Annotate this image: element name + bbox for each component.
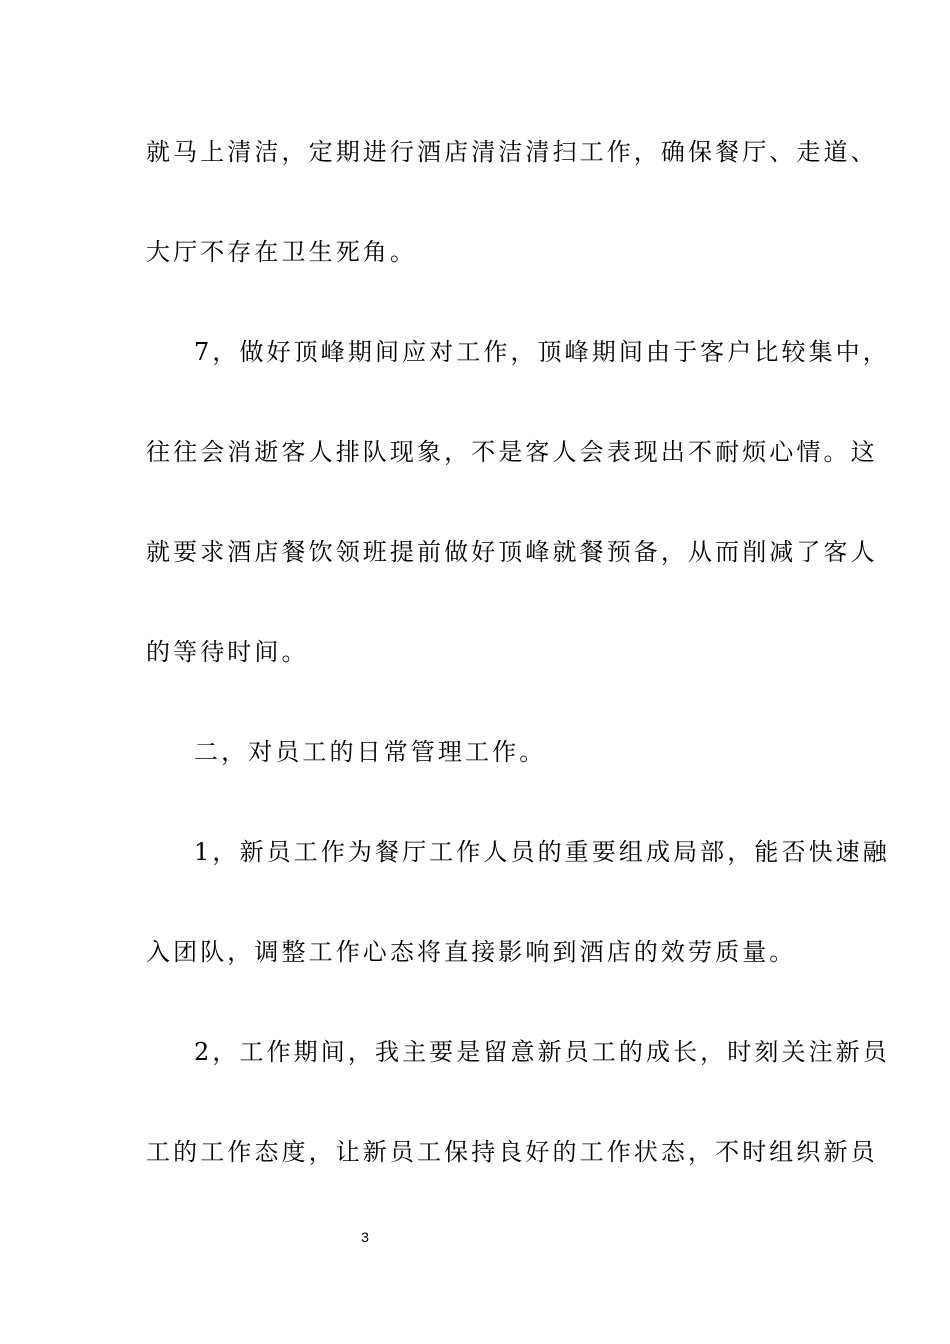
paragraph-line: 7，做好顶峰期间应对工作，顶峰期间由于客户比较集中， [194, 338, 890, 366]
text-line: 入团队，调整工作心态将直接影响到酒店的效劳质量。 [146, 938, 797, 966]
paragraph-line: 2，工作期间，我主要是留意新员工的成长，时刻关注新员 [194, 1038, 890, 1066]
text-line: 就要求酒店餐饮领班提前做好顶峰就餐预备，从而削减了客人 [146, 538, 878, 566]
text-line: 工的工作态度，让新员工保持良好的工作状态，不时组织新员 [146, 1138, 878, 1166]
text-line: 往往会消逝客人排队现象，不是客人会表现出不耐烦心情。这 [146, 438, 878, 466]
text-line: 大厅不存在卫生死角。 [146, 238, 417, 266]
section-heading: 二，对员工的日常管理工作。 [194, 738, 547, 766]
page-number: 3 [361, 1229, 369, 1245]
paragraph-line: 1，新员工作为餐厅工作人员的重要组成局部，能否快速融 [194, 838, 890, 866]
text-line: 就马上清洁，定期进行酒店清洁清扫工作，确保餐厅、走道、 [146, 138, 878, 166]
text-line: 的等待时间。 [146, 638, 309, 666]
